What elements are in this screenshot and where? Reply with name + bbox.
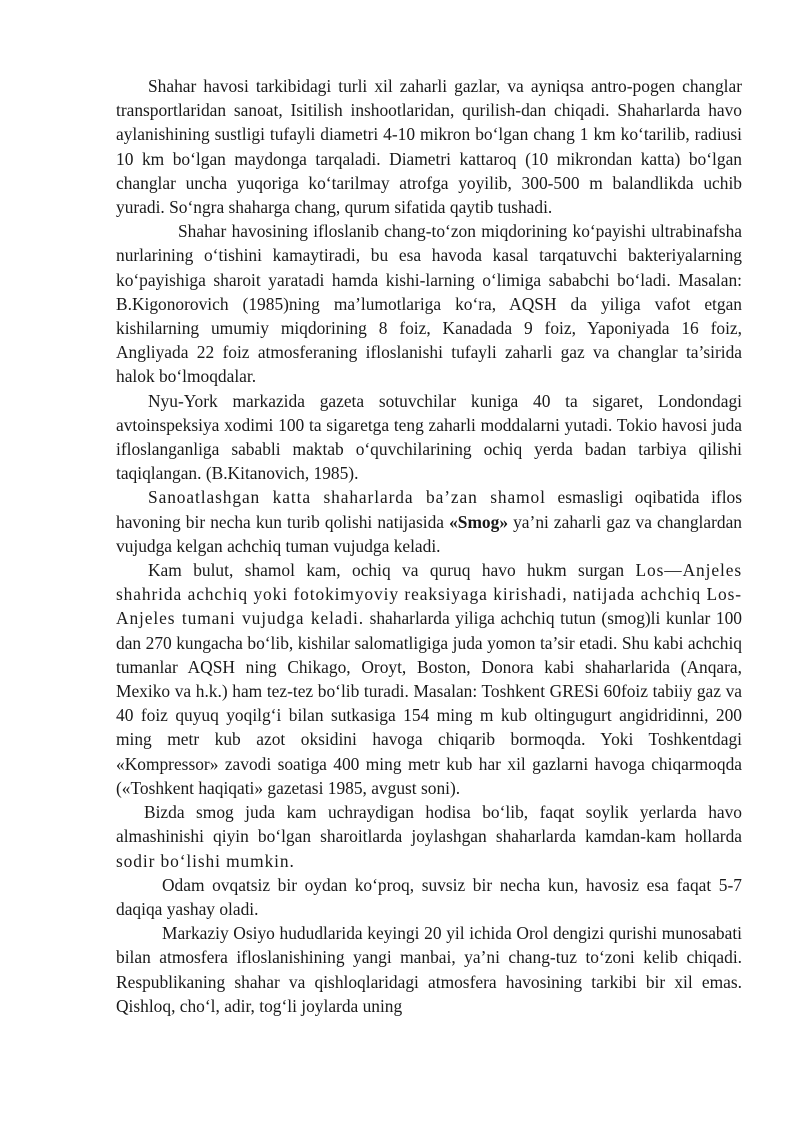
paragraph-human-survival: Odam ovqatsiz bir oydan ko‘proq, suvsiz bir necha kun, havosiz esa faqat 5-7 daqiqa yashay oladi.: [116, 874, 742, 919]
paragraph-new-york-london-tokyo: Nyu-York markazida gazeta sotuvchilar kuniga 40 ta sigaret, Londondagi avtoinspeksiya xodimi 100 ta sigaretga teng zaharli moddalarni yutadi. Tokio havosi juda ifloslanganliga sababli maktab o‘quvchilarining ochiq yerda badan tarbiya qilishi taqiqlangan. (B.Kitanovich, 1985).: [116, 390, 742, 484]
paragraph-text: ya’ni zaharli gaz va changlardan vujudga kelgan achchiq tuman vujudga keladi.: [116, 511, 742, 556]
paragraph-smog-definition: [116, 485, 742, 558]
spaced-text: sodir bo‘lishi mumkin.: [116, 850, 295, 871]
paragraph-dust-ultraviolet: Shahar havosining ifloslanib chang-to‘zon miqdorining ko‘payishi ultrabinafsha nurlarining o‘tishini kamaytiradi, bu esa havoda kasal tarqatuvchi bakteriyalarning ko‘payishiga sharoit yaratadi hamda kishi-larning o‘limiga sababchi bo‘ladi. Masalan: B.Kigonorovich (1985)ning ma’lumotlariga ko‘ra, AQSH da yiliga vafot etgan kishilarning umumiy miqdorining 8 foiz, Kanadada 9 foiz, Yaponiyada 16 foiz, Angliyada 22 foiz atmosferaning ifloslanishi tufayli zaharli gaz va changlar ta’sirida halok bo‘lmoqdalar.: [116, 221, 742, 387]
spaced-text: Los—Anjeles shahrida achchiq yoki fotokimyoviy reaksiyaga kirishadi, natijada achchiq Los-Anjeles tumani vujudga keladi.: [116, 560, 742, 629]
document-page: [116, 74, 742, 1018]
paragraph-aral-sea: Markaziy Osiyo hududlarida keyingi 20 yil ichida Orol dengizi qurishi munosabati bilan atmosfera ifloslanishining yangi manbai, ya’ni chang-tuz to‘zoni kelib chiqadi. Respublikaning shahar va qishloqlaridagi atmosfera havosining tarkibi bir xil emas. Qishloq, cho‘l, adir, tog‘li joylarda uning: [116, 923, 742, 1016]
paragraph-urban-air-gases: Shahar havosi tarkibidagi turli xil zaharli gazlar, va ayniqsa antro-pogen changlar transportlaridan sanoat, Isitilish inshootlaridan, qurilish-dan chiqadi. Shaharlarda havo aylanishining sustligi tufayli diametri 4-10 mikron bo‘lgan chang 1 km ko‘tarilib, radiusi 10 km bo‘lgan maydonga tarqaladi. Diametri kattaroq (10 mikrondan katta) bo‘lgan changlar uncha yuqoriga ko‘tarilmay atrofga yoyilib, 300-500 m balandlikda uchib yuradi. So‘ngra shaharga chang, qurum sifatida qaytib tushadi.: [116, 76, 742, 218]
paragraph-text: esmasligi oqibatida iflos havoning bir necha kun turib qolishi natijasida: [116, 487, 742, 532]
paragraph-text: Bizda smog juda kam uchraydigan hodisa bo‘lib, faqat soylik yerlarda havo almashinishi qiyin bo‘lgan sharoitlarda joylashgan shaharlarda kamdan-kam hollarda: [116, 802, 742, 847]
paragraph-los-angeles-smog: [116, 558, 742, 800]
paragraph-smog-rare: [116, 800, 742, 873]
paragraph-text: shaharlarda yiliga achchiq tutun (smog)li kunlar 100 dan 270 kungacha bo‘lib, kishilar salomatligiga juda yomon ta’sir etadi. Shu kabi achchiq tumanlar AQSH ning Chikago, Oroyt, Boston, Donora kabi shaharlarida (Anqara, Mexiko va h.k.) ham tez-tez bo‘lib turadi. Masalan: Toshkent GRESi 60foiz tabiiy gaz va 40 foiz quyuq yoqilg‘i bilan sutkasiga 154 ming m kub oltingugurt angidridinni, 200 ming metr kub azot oksidini havoga chiqarib bormoqda. Yoki Toshkentdagi «Kompressor» zavodi soatiga 400 ming metr kub har xil gazlarni havoga chiqarmoqda («Toshkent haqiqati» gazetasi 1985, avgust soni).: [116, 608, 742, 798]
paragraph-text: Kam bulut, shamol kam, ochiq va quruq havo hukm surgan: [148, 560, 636, 581]
spaced-text: Sanoatlashgan katta shaharlarda ba’zan shamol: [148, 487, 546, 508]
smog-term: «Smog»: [449, 511, 509, 532]
